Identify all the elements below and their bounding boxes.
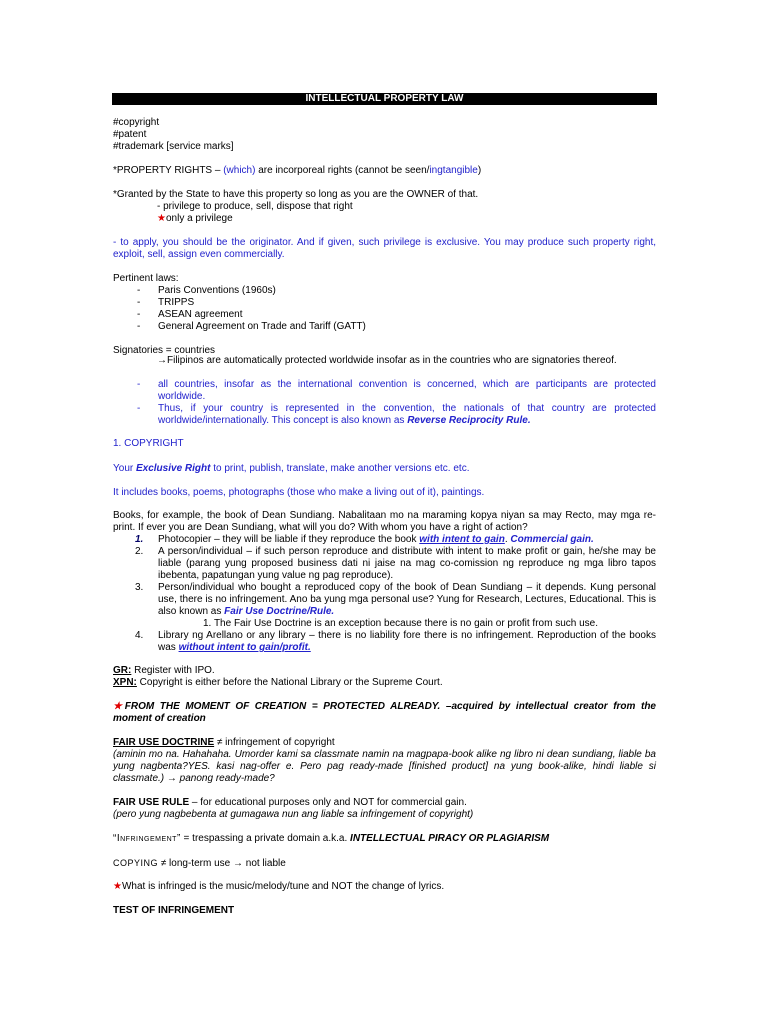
law-item: General Agreement on Trade and Tariff (GATT): [158, 321, 366, 332]
fair-use-doctrine-note: (aminin mo na. Hahahaha. Umorder kami sa classmate namin na magpapa-book alike ng libro ni dean sundiang, liable ba yung nagbenta?YES. kasi nag-offer e. Pero pag ready-made [finished product] na yung book-alike, hindi liable si classmate.) → panong ready-made?: [113, 749, 656, 784]
exclusive-right: Exclusive Right: [135, 463, 211, 474]
granted-section: [113, 189, 656, 225]
fair-use-rule-text: – for educational purposes only and NOT for commercial gain.: [189, 797, 467, 808]
signatories-bullet-2: [158, 403, 656, 427]
star-icon: ★: [113, 701, 125, 712]
copyright-heading: 1. COPYRIGHT: [113, 438, 184, 449]
moment-text: FROM THE MOMENT OF CREATION = PROTECTED ALREADY. –acquired by intellectual creator from the moment of creation: [113, 701, 656, 724]
property-rights-line: [113, 165, 656, 177]
law-item: TRIPPS: [158, 297, 195, 308]
item-3-text: Person/individual who bought a reproduced copy of the book of Dean Sundiang – it depends. Kung personal use, there is no infringement. Ano ba yung mga personal use? Yung for Research, Lectures, Educational. This is also known as: [158, 582, 656, 617]
copying-label: COPYING: [113, 858, 159, 868]
signatories-arrow-line: →Filipinos are automatically protected worldwide insofar as in the countries who are signatories thereof.: [157, 355, 617, 366]
copying-text: ≠ long-term use → not liable: [158, 858, 286, 869]
item-1-text: Photocopier – they will be liable if they reproduce the book: [158, 534, 420, 545]
infringement-label: “Infringement”: [113, 833, 181, 844]
tag-copyright: #copyright: [113, 117, 160, 128]
apply-paragraph: - to apply, you should be the originator. And if given, such privilege is exclusive. You may produce such property right, exploit, sell, assign even commercially.: [113, 237, 656, 260]
test-of-infringement-heading: TEST OF INFRINGEMENT: [113, 905, 235, 916]
item-4-text: Library ng Arellano or any library – there is no liability fore there is no infringement. Reproduction of the books was: [158, 630, 656, 653]
item-number: 1.: [135, 534, 144, 545]
fair-use-doctrine-label: FAIR USE DOCTRINE: [113, 737, 215, 748]
fair-use-rule-note: (pero yung nagbebenta at gumagawa nun ang liable sa infringement of copyright): [113, 809, 474, 820]
item-3-sub: 1. The Fair Use Doctrine is an exception because there is no gain or profit from such use.: [203, 618, 599, 629]
xpn-line: [113, 677, 656, 689]
star-icon: ★: [113, 881, 122, 892]
without-intent-to-gain: without intent to gain/profit.: [178, 642, 311, 653]
infringement-line: [113, 833, 656, 845]
action-list: [113, 534, 656, 659]
signatories-label: Signatories = countries: [113, 345, 216, 356]
pertinent-label: Pertinent laws:: [113, 273, 179, 284]
fair-use-rule-label: FAIR USE RULE: [113, 797, 190, 808]
item-2-text: A person/individual – if such person reproduce and distribute with intent to make profit or gain, he/she may be liable (parang yung proposed business dati ni jaise na mag co-comission ng reproduce ng mga libro tapos ibebenta, papatungan yung value ng pag reproduce).: [158, 546, 656, 581]
property-rights-text: *PROPERTY RIGHTS –: [113, 165, 224, 176]
pertinent-laws: Pertinent laws: - Paris Conventions (1960s) - TRIPPS - ASEAN agreement - General Agreement on Trade and Tariff (GATT): [113, 273, 656, 333]
reverse-reciprocity-rule: Reverse Reciprocity Rule.: [407, 415, 531, 426]
signatories-section: Signatories = countries →Filipinos are automatically protected worldwide insofar as in the countries who are signatories thereof. - all countries, insofar as the international convention is concerned, which are participants are protected worldwide. - Thus, if your country is represented in the convention, the nationals of that country are protected worldwide/internationally. This concept is also known as Reverse Reciprocity Rule.: [113, 345, 656, 426]
moment-of-creation: [113, 701, 656, 725]
gr-text: Register with IPO.: [131, 665, 215, 676]
item-1-sep: .: [504, 534, 511, 545]
law-item: ASEAN agreement: [158, 309, 243, 320]
granted-sub-1: - privilege to produce, sell, dispose that right: [157, 201, 353, 212]
granted-sub-2: [113, 213, 656, 225]
granted-line: *Granted by the State to have this property so long as you are the OWNER of that.: [113, 189, 479, 200]
with-intent-to-gain: with intent to gain: [419, 534, 505, 545]
property-rights-close: ): [477, 165, 482, 176]
fair-use-rule-line: [113, 797, 656, 809]
item-number: 3.: [135, 582, 144, 593]
tag-list: [113, 117, 656, 153]
item-number: 4.: [135, 630, 144, 641]
granted-sub-2-text: only a privilege: [165, 213, 233, 224]
fair-use-doctrine-rule: Fair Use Doctrine/Rule.: [224, 606, 335, 617]
includes-line: It includes books, poems, photographs (those who make a living out of it), paintings.: [113, 487, 485, 498]
page-title: INTELLECTUAL PROPERTY LAW: [112, 93, 657, 105]
infringement-text: = trespassing a private domain a.k.a.: [180, 833, 351, 844]
fair-use-doctrine-text: ≠ infringement of copyright: [214, 737, 335, 748]
copying-line: [113, 857, 656, 870]
music-text: What is infringed is the music/melody/tune and NOT the change of lyrics.: [121, 881, 445, 892]
commercial-gain: Commercial gain.: [510, 534, 594, 545]
star-icon: ★: [157, 213, 166, 224]
fair-use-doctrine-line: [113, 737, 656, 749]
music-line: [113, 881, 656, 893]
tag-patent: #patent: [113, 129, 147, 140]
gr-label: GR:: [113, 665, 132, 676]
exclusive-text-2: to print, publish, translate, make another versions etc. etc.: [210, 463, 470, 474]
signatories-bullet-1: all countries, insofar as the international convention is concerned, which are participants are protected worldwide.: [158, 379, 656, 402]
xpn-label: XPN:: [113, 677, 137, 688]
property-rights-which: (which): [223, 165, 256, 176]
bullet-2-text: Thus, if your country is represented in the convention, the nationals of that country are protected worldwide/internationally. This concept is also known as: [158, 403, 656, 426]
exclusive-right-line: [113, 463, 656, 475]
books-paragraph: Books, for example, the book of Dean Sundiang. Nabalitaan mo na maraming kopya niyan sa may Recto, may mga re-print. If ever you are Dean Sundiang, what will you do? With whom you have a right of action?: [113, 510, 656, 533]
law-item: Paris Conventions (1960s): [158, 285, 276, 296]
xpn-text: Copyright is either before the National Library or the Supreme Court.: [136, 677, 443, 688]
intellectual-piracy: INTELLECTUAL PIRACY OR PLAGIARISM: [350, 833, 550, 844]
exclusive-text: Your: [113, 463, 136, 474]
property-rights-text-2: are incorporeal rights (cannot be seen/: [255, 165, 430, 176]
gr-line: [113, 665, 656, 677]
property-rights-intangible: ingtangible: [429, 165, 478, 176]
item-number: 2.: [135, 546, 144, 557]
tag-trademark: #trademark [service marks]: [113, 141, 234, 152]
